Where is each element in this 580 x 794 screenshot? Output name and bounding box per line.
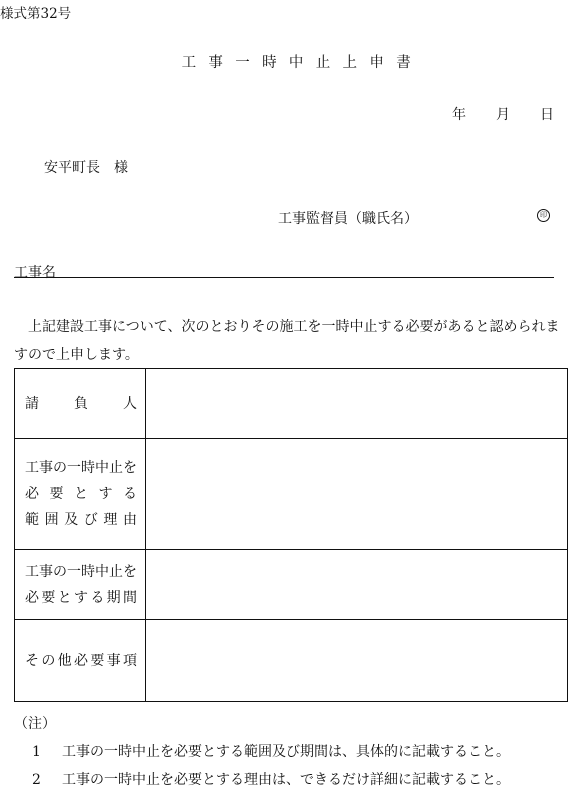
label-char: 間 bbox=[122, 589, 137, 606]
form-number: 様式第32号 bbox=[0, 6, 72, 22]
label-char: す bbox=[73, 589, 88, 606]
scope-reason-label bbox=[15, 439, 146, 550]
label-char: 由 bbox=[122, 512, 137, 528]
contractor-char: 請 bbox=[25, 395, 39, 412]
label-char: 囲 bbox=[44, 512, 59, 528]
addressee: 安平町長 様 bbox=[44, 160, 128, 176]
label-char: 及 bbox=[64, 512, 79, 528]
label-char: と bbox=[74, 486, 88, 502]
label-char: 範 bbox=[25, 512, 39, 528]
label-char: る bbox=[123, 486, 137, 502]
label-char: す bbox=[98, 486, 113, 502]
document-title: 工事一時中止上申書 bbox=[181, 55, 424, 71]
label-char: び bbox=[83, 512, 98, 528]
scope-reason-line-1: 工事の一時中止を bbox=[25, 460, 137, 476]
label-char: 要 bbox=[90, 652, 105, 669]
date-day: 日 bbox=[540, 107, 554, 123]
note-text: 工事の一時中止を必要とする理由は、できるだけ詳細に記載すること。 bbox=[62, 772, 510, 788]
supervisor-label: 工事監督員（職氏名） bbox=[278, 211, 418, 227]
label-char: 要 bbox=[41, 589, 56, 606]
note-text: 工事の一時中止を必要とする範囲及び期間は、具体的に記載すること。 bbox=[62, 744, 510, 760]
label-char: そ bbox=[25, 652, 39, 669]
body-line-1: 上記建設工事について、次のとおりその施工を一時中止する必要があると認められま bbox=[28, 319, 560, 335]
label-char: と bbox=[57, 589, 72, 606]
table-row-scope-reason bbox=[15, 439, 568, 550]
scope-reason-line-3 bbox=[15, 507, 145, 533]
label-char: 理 bbox=[103, 512, 118, 528]
seal-mark: 印 bbox=[537, 209, 550, 222]
label-char: の bbox=[41, 652, 56, 669]
period-value[interactable] bbox=[146, 550, 568, 620]
scope-reason-line-2 bbox=[15, 481, 145, 507]
note-item bbox=[14, 738, 510, 766]
period-line-2 bbox=[15, 585, 145, 611]
project-name-field[interactable] bbox=[14, 262, 554, 281]
period-label bbox=[15, 550, 146, 620]
label-char: 事 bbox=[106, 652, 121, 669]
date-year: 年 bbox=[452, 107, 466, 123]
label-char: る bbox=[90, 589, 105, 606]
label-char: 必 bbox=[73, 652, 88, 669]
body-line-2: すので上申します。 bbox=[14, 347, 139, 363]
date-month: 月 bbox=[496, 107, 510, 123]
note-item bbox=[14, 766, 510, 794]
contractor-char: 負 bbox=[74, 395, 88, 412]
period-line-1: 工事の一時中止を bbox=[25, 563, 137, 580]
project-name-label: 工事名 bbox=[14, 265, 56, 281]
scope-reason-value[interactable] bbox=[146, 439, 568, 550]
label-char: 期 bbox=[106, 589, 121, 606]
table-row-other bbox=[15, 620, 568, 702]
application-table bbox=[14, 368, 568, 702]
label-char: 必 bbox=[25, 589, 39, 606]
contractor-char: 人 bbox=[123, 395, 137, 412]
contractor-value[interactable] bbox=[146, 369, 568, 439]
body-paragraph bbox=[14, 313, 580, 369]
table-row-period bbox=[15, 550, 568, 620]
label-char: 必 bbox=[25, 486, 39, 502]
label-char: 要 bbox=[49, 486, 64, 502]
label-char: 他 bbox=[57, 652, 72, 669]
note-number: 1 bbox=[32, 744, 41, 760]
table-row-contractor bbox=[15, 369, 568, 439]
other-label bbox=[15, 620, 146, 702]
note-number: 2 bbox=[32, 772, 41, 788]
other-value[interactable] bbox=[146, 620, 568, 702]
label-char: 項 bbox=[122, 652, 137, 669]
contractor-label bbox=[15, 369, 146, 439]
notes-heading: （注） bbox=[14, 716, 56, 732]
notes-section bbox=[14, 710, 510, 794]
